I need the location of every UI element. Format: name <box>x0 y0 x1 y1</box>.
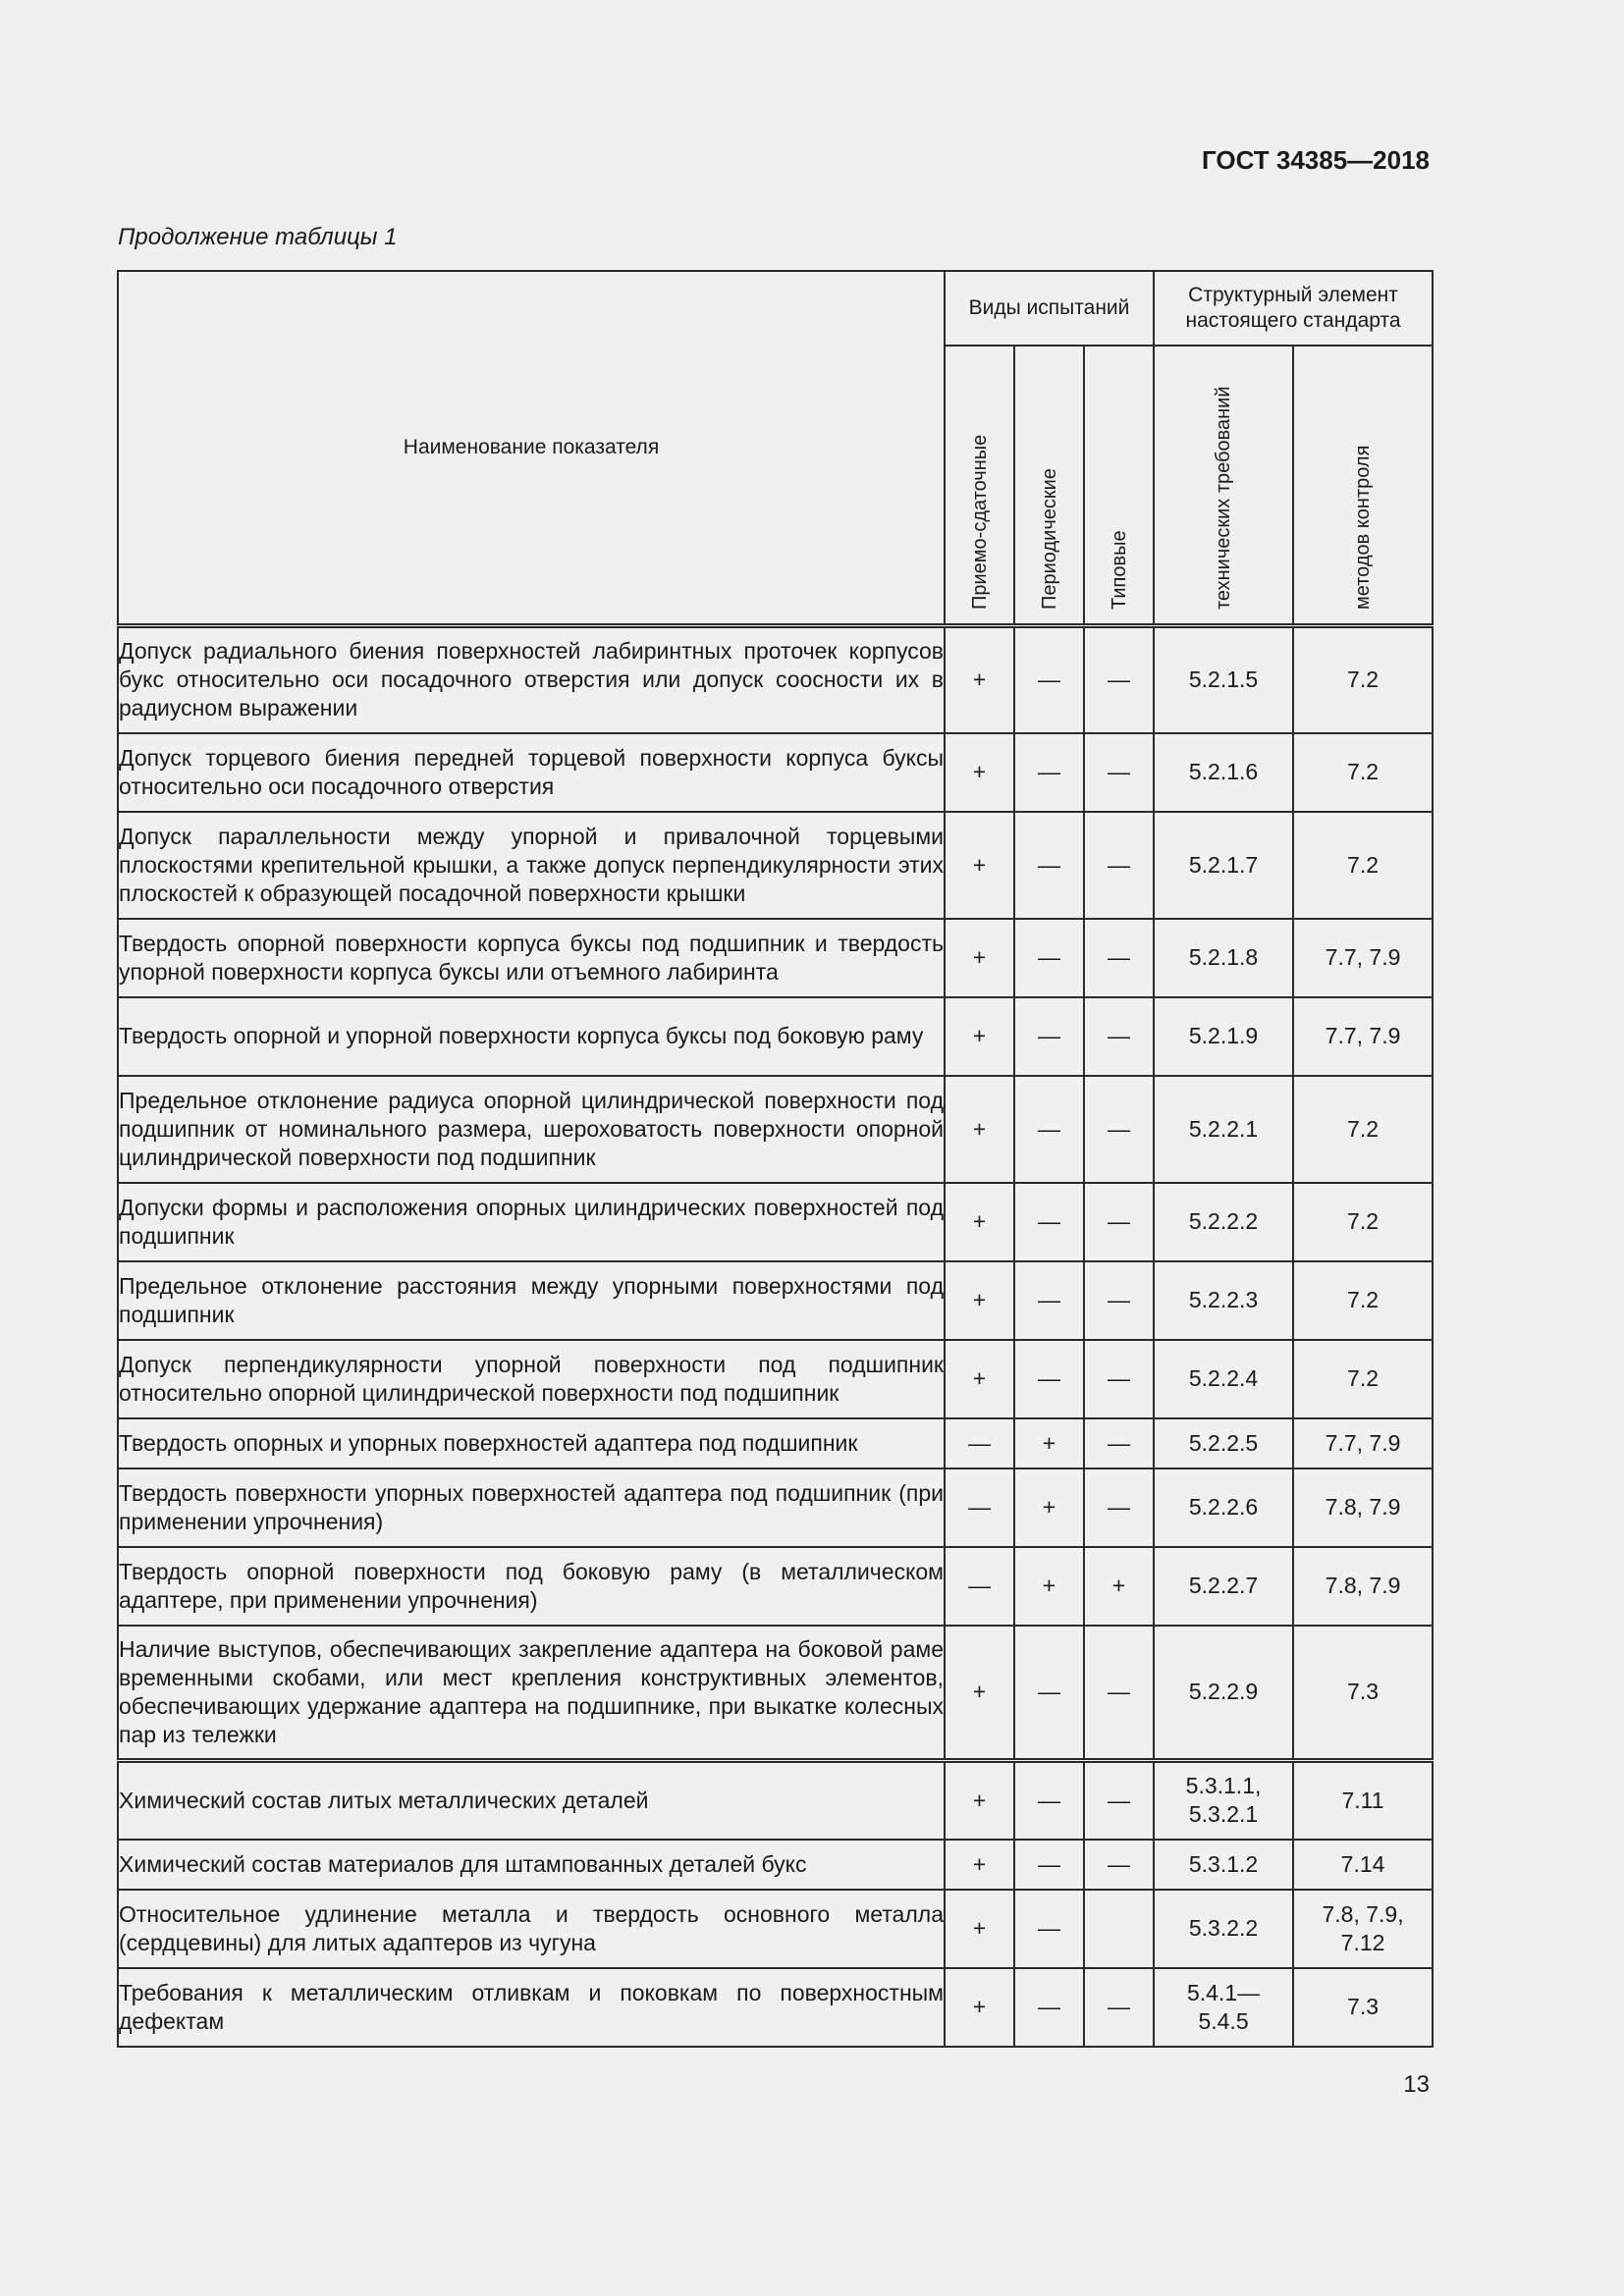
table-row <box>118 733 1433 812</box>
header-technical-requirements: технических требований <box>1154 346 1293 626</box>
indicator-name-cell: Требования к металлическим отливкам и поковкам по поверхностным дефектам <box>118 1968 945 2047</box>
technical-requirements-cell: 5.2.2.9 <box>1154 1626 1293 1761</box>
technical-requirements-cell: 5.2.2.1 <box>1154 1076 1293 1183</box>
indicator-name-cell: Допуск торцевого биения передней торцевой поверхности корпуса буксы относительно оси посадочного отверстия <box>118 733 945 812</box>
periodic-cell: + <box>1014 1468 1084 1547</box>
control-methods-cell: 7.3 <box>1293 1626 1433 1761</box>
table-row <box>118 1890 1433 1968</box>
acceptance-cell: + <box>945 733 1014 812</box>
acceptance-cell: + <box>945 812 1014 919</box>
header-test-types: Виды испытаний <box>945 271 1154 346</box>
type-test-cell: — <box>1084 1418 1154 1468</box>
indicator-name-cell: Допуск параллельности между упорной и привалочной торцевыми плоскостями крепительной крышки, а также допуск перпендикулярности этих плоскостей к образующей посадочной поверхности крышки <box>118 812 945 919</box>
page-number: 13 <box>1403 2071 1430 2098</box>
type-test-cell: — <box>1084 733 1154 812</box>
technical-requirements-cell: 5.2.1.6 <box>1154 733 1293 812</box>
header-indicator-name: Наименование показателя <box>118 271 945 626</box>
technical-requirements-cell: 5.2.1.5 <box>1154 626 1293 733</box>
control-methods-cell: 7.8, 7.9 <box>1293 1468 1433 1547</box>
control-methods-cell: 7.8, 7.9 <box>1293 1547 1433 1626</box>
control-methods-cell: 7.2 <box>1293 1261 1433 1340</box>
technical-requirements-cell: 5.2.1.7 <box>1154 812 1293 919</box>
control-methods-cell: 7.2 <box>1293 1183 1433 1261</box>
technical-requirements-cell: 5.3.1.2 <box>1154 1840 1293 1890</box>
technical-requirements-cell: 5.2.2.5 <box>1154 1418 1293 1468</box>
periodic-cell: + <box>1014 1547 1084 1626</box>
control-methods-cell: 7.7, 7.9 <box>1293 1418 1433 1468</box>
control-methods-cell: 7.7, 7.9 <box>1293 997 1433 1076</box>
acceptance-cell: + <box>945 1626 1014 1761</box>
periodic-cell: — <box>1014 997 1084 1076</box>
table-row <box>118 1183 1433 1261</box>
table-row <box>118 1968 1433 2047</box>
type-test-cell: — <box>1084 1840 1154 1890</box>
periodic-cell: — <box>1014 733 1084 812</box>
table-row <box>118 919 1433 997</box>
control-methods-cell: 7.8, 7.9, 7.12 <box>1293 1890 1433 1968</box>
indicator-name-cell: Допуск перпендикулярности упорной поверхности под подшипник относительно опорной цилиндрической поверхности под подшипник <box>118 1340 945 1418</box>
table-row <box>118 1761 1433 1840</box>
periodic-cell: + <box>1014 1418 1084 1468</box>
technical-requirements-cell: 5.2.1.8 <box>1154 919 1293 997</box>
periodic-cell: — <box>1014 1076 1084 1183</box>
table-row <box>118 1468 1433 1547</box>
indicator-name-cell: Предельное отклонение радиуса опорной цилиндрической поверхности под подшипник от номинального размера, шероховатость поверхности опорной цилиндрической поверхности под подшипник <box>118 1076 945 1183</box>
technical-requirements-cell: 5.2.2.2 <box>1154 1183 1293 1261</box>
control-methods-cell: 7.2 <box>1293 1076 1433 1183</box>
table-row <box>118 1340 1433 1418</box>
table-row <box>118 812 1433 919</box>
indicator-name-cell: Предельное отклонение расстояния между упорными поверхностями под подшипник <box>118 1261 945 1340</box>
document-code: ГОСТ 34385—2018 <box>1202 145 1430 175</box>
table-row <box>118 1626 1433 1761</box>
acceptance-cell: + <box>945 626 1014 733</box>
periodic-cell: — <box>1014 1761 1084 1840</box>
technical-requirements-cell: 5.4.1—5.4.5 <box>1154 1968 1293 2047</box>
technical-requirements-cell: 5.2.1.9 <box>1154 997 1293 1076</box>
header-type-tests: Типовые <box>1084 346 1154 626</box>
control-methods-cell: 7.2 <box>1293 626 1433 733</box>
type-test-cell: — <box>1084 1626 1154 1761</box>
table-row <box>118 1840 1433 1890</box>
table-row <box>118 1547 1433 1626</box>
control-methods-cell: 7.2 <box>1293 812 1433 919</box>
control-methods-cell: 7.7, 7.9 <box>1293 919 1433 997</box>
control-methods-cell: 7.2 <box>1293 1340 1433 1418</box>
acceptance-cell: — <box>945 1547 1014 1626</box>
acceptance-cell: + <box>945 919 1014 997</box>
type-test-cell: — <box>1084 1183 1154 1261</box>
indicator-name-cell: Твердость поверхности упорных поверхностей адаптера под подшипник (при применении упрочнения) <box>118 1468 945 1547</box>
type-test-cell: + <box>1084 1547 1154 1626</box>
type-test-cell: — <box>1084 997 1154 1076</box>
indicator-name-cell: Допуски формы и расположения опорных цилиндрических поверхностей под подшипник <box>118 1183 945 1261</box>
table-row <box>118 1418 1433 1468</box>
periodic-cell: — <box>1014 1626 1084 1761</box>
periodic-cell: — <box>1014 812 1084 919</box>
indicator-name-cell: Твердость опорной и упорной поверхности корпуса буксы под боковую раму <box>118 997 945 1076</box>
indicator-name-cell: Химический состав материалов для штампованных деталей букс <box>118 1840 945 1890</box>
control-methods-cell: 7.2 <box>1293 733 1433 812</box>
table-row <box>118 997 1433 1076</box>
acceptance-cell: + <box>945 1761 1014 1840</box>
acceptance-cell: — <box>945 1468 1014 1547</box>
acceptance-cell: + <box>945 1890 1014 1968</box>
periodic-cell: — <box>1014 626 1084 733</box>
indicator-name-cell: Допуск радиального биения поверхностей лабиринтных проточек корпусов букс относительно оси посадочного отверстия или допуск соосности их в радиусном выражении <box>118 626 945 733</box>
header-control-methods: методов контроля <box>1293 346 1433 626</box>
periodic-cell: — <box>1014 1840 1084 1890</box>
acceptance-cell: + <box>945 1183 1014 1261</box>
technical-requirements-cell: 5.2.2.6 <box>1154 1468 1293 1547</box>
technical-requirements-cell: 5.2.2.3 <box>1154 1261 1293 1340</box>
table-caption: Продолжение таблицы 1 <box>118 224 398 250</box>
header-structural-element: Структурный элемент настоящего стандарта <box>1154 271 1433 346</box>
indicator-name-cell: Твердость опорных и упорных поверхностей адаптера под подшипник <box>118 1418 945 1468</box>
header-acceptance: Приемо-сдаточные <box>945 346 1014 626</box>
technical-requirements-cell: 5.2.2.7 <box>1154 1547 1293 1626</box>
type-test-cell: — <box>1084 919 1154 997</box>
table-row <box>118 1076 1433 1183</box>
indicator-name-cell: Твердость опорной поверхности корпуса буксы под подшипник и твердость упорной поверхности корпуса буксы или отъемного лабиринта <box>118 919 945 997</box>
type-test-cell <box>1084 1890 1154 1968</box>
periodic-cell: — <box>1014 1183 1084 1261</box>
table-row <box>118 626 1433 733</box>
technical-requirements-cell: 5.3.1.1, 5.3.2.1 <box>1154 1761 1293 1840</box>
acceptance-cell: + <box>945 1340 1014 1418</box>
type-test-cell: — <box>1084 812 1154 919</box>
indicator-name-cell: Наличие выступов, обеспечивающих закрепление адаптера на боковой раме временными скобами, или мест крепления конструктивных элементов, обеспечивающих удержание адаптера на подшипнике, при выкатке колесных пар из тележки <box>118 1626 945 1761</box>
periodic-cell: — <box>1014 919 1084 997</box>
acceptance-cell: + <box>945 1076 1014 1183</box>
indicator-name-cell: Химический состав литых металлических деталей <box>118 1761 945 1840</box>
indicator-name-cell: Твердость опорной поверхности под боковую раму (в металлическом адаптере, при применении упрочнения) <box>118 1547 945 1626</box>
type-test-cell: — <box>1084 626 1154 733</box>
indicators-table <box>117 270 1434 2048</box>
type-test-cell: — <box>1084 1261 1154 1340</box>
technical-requirements-cell: 5.2.2.4 <box>1154 1340 1293 1418</box>
periodic-cell: — <box>1014 1261 1084 1340</box>
periodic-cell: — <box>1014 1968 1084 2047</box>
indicator-name-cell: Относительное удлинение металла и твердость основного металла (сердцевины) для литых адаптеров из чугуна <box>118 1890 945 1968</box>
acceptance-cell: + <box>945 997 1014 1076</box>
control-methods-cell: 7.11 <box>1293 1761 1433 1840</box>
type-test-cell: — <box>1084 1340 1154 1418</box>
acceptance-cell: + <box>945 1968 1014 2047</box>
control-methods-cell: 7.3 <box>1293 1968 1433 2047</box>
technical-requirements-cell: 5.3.2.2 <box>1154 1890 1293 1968</box>
acceptance-cell: — <box>945 1418 1014 1468</box>
table-row <box>118 1261 1433 1340</box>
type-test-cell: — <box>1084 1468 1154 1547</box>
acceptance-cell: + <box>945 1261 1014 1340</box>
acceptance-cell: + <box>945 1840 1014 1890</box>
periodic-cell: — <box>1014 1890 1084 1968</box>
type-test-cell: — <box>1084 1761 1154 1840</box>
header-periodic: Периодические <box>1014 346 1084 626</box>
periodic-cell: — <box>1014 1340 1084 1418</box>
control-methods-cell: 7.14 <box>1293 1840 1433 1890</box>
type-test-cell: — <box>1084 1076 1154 1183</box>
type-test-cell: — <box>1084 1968 1154 2047</box>
